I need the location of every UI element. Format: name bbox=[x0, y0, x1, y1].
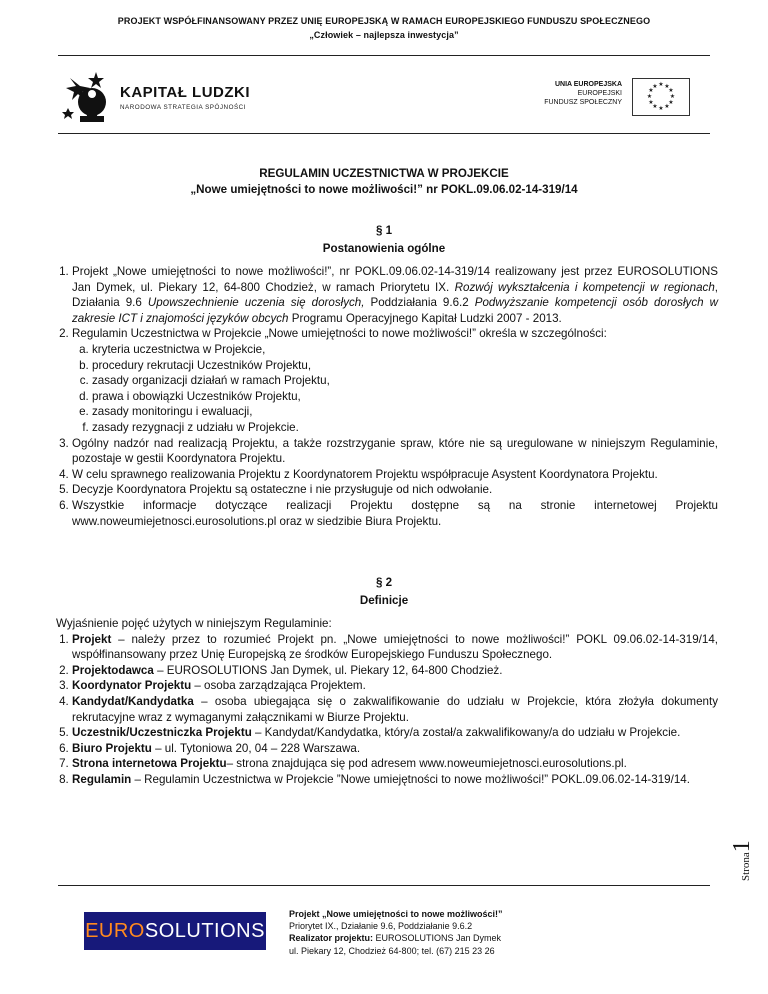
svg-text:★: ★ bbox=[664, 83, 670, 90]
eurosolutions-logo-euro: EURO bbox=[85, 920, 145, 942]
definition-text: – Regulamin Uczestnictwa w Projekcie ”Nowe umiejętności to nowe możliwości!” POKL.09.06.02-14-319/14. bbox=[131, 772, 690, 786]
svg-text:★: ★ bbox=[669, 93, 676, 100]
definition-term: Regulamin bbox=[72, 772, 132, 786]
sublist-item: d. prawa i obowiązki Uczestników Projektu, bbox=[92, 389, 718, 405]
page-label: Strona bbox=[740, 852, 752, 881]
definition-item bbox=[72, 756, 718, 772]
footer-priority: Priorytet IX., Działanie 9.6, Poddziałanie 9.6.2 bbox=[289, 921, 473, 932]
definition-term: Kandydat/Kandydatka bbox=[72, 694, 194, 708]
header-line-2: „Człowiek – najlepsza inwestycja” bbox=[309, 30, 459, 40]
section-1-item-3: 3. Ogólny nadzór nad realizacją Projektu, a także rozstrzyganie spraw, które nie są uregulowane w niniejszym Regulaminie, pozostaje w gestii Koordynatora Projektu. bbox=[72, 436, 718, 467]
section-2-intro: Wyjaśnienie pojęć użytych w niniejszym Regulaminie: bbox=[56, 617, 332, 630]
eu-logo-line-2: EUROPEJSKI bbox=[577, 90, 622, 97]
footer-realizator bbox=[289, 932, 503, 944]
sublist-item: a. kryteria uczestnictwa w Projekcie, bbox=[92, 342, 718, 358]
item-1-text-c: , Działania 9.6 bbox=[72, 280, 719, 310]
definition-term: Koordynator Projektu bbox=[72, 679, 192, 693]
svg-text:★: ★ bbox=[658, 105, 664, 112]
definition-term: Biuro Projektu bbox=[72, 741, 152, 755]
section-1-heading: Postanowienia ogólne bbox=[322, 242, 446, 255]
document-title-line-1: REGULAMIN UCZESTNICTWA W PROJEKCIE bbox=[259, 167, 509, 180]
svg-text:★: ★ bbox=[652, 83, 658, 90]
item-2-text: Regulamin Uczestnictwa w Projekcie „Nowe umiejętności to nowe możliwości!” określa w szczególności: bbox=[72, 327, 607, 341]
sublist-item: f. zasady rezygnacji z udziału w Projekcie. bbox=[92, 420, 718, 436]
svg-text:★: ★ bbox=[658, 81, 664, 88]
section-1-sublist bbox=[72, 342, 718, 436]
section-1-body bbox=[56, 264, 718, 529]
kapital-ludzki-title: KAPITAŁ LUDZKI bbox=[120, 84, 251, 101]
definition-text: – ul. Tytoniowa 20, 04 – 228 Warszawa. bbox=[151, 741, 361, 755]
eu-logo-line-3: FUNDUSZ SPOŁECZNY bbox=[544, 99, 622, 106]
eu-logo-line-1: UNIA EUROPEJSKA bbox=[554, 81, 622, 88]
definition-term: Projekt bbox=[72, 632, 112, 646]
section-1-list bbox=[56, 264, 718, 529]
definition-item bbox=[72, 741, 718, 757]
section-2-number: § 2 bbox=[375, 576, 393, 589]
definition-item bbox=[72, 694, 718, 725]
page-number-marker bbox=[729, 840, 756, 881]
footer-realizator-value: EUROSOLUTIONS Jan Dymek bbox=[373, 933, 502, 944]
definition-item bbox=[72, 678, 718, 694]
footer-realizator-label: Realizator projektu: bbox=[289, 933, 374, 944]
svg-text:★: ★ bbox=[664, 103, 670, 110]
section-1-item-5: 5. Decyzje Koordynatora Projektu są ostateczne i nie przysługuje od nich odwołanie. bbox=[72, 482, 718, 498]
logos-divider bbox=[58, 133, 710, 134]
item-1-priority-name: Rozwój wykształcenia i kompetencji w regionach bbox=[454, 280, 715, 294]
header-line-1: PROJEKT WSPÓŁFINANSOWANY PRZEZ UNIĘ EUROPEJSKĄ W RAMACH EUROPEJSKIEGO FUNDUSZU SPOŁECZNEGO bbox=[117, 16, 651, 26]
item-1-text-a: Projekt „Nowe umiejętności to nowe możliwości!”, nr POKL.09.06.02-14-319/14 realizowany jest przez EUROSOLUTIONS Jan Dymek, ul. Piekary 12, 64-800 Chodzież, w ramach Priorytetu IX. bbox=[72, 265, 718, 294]
kapital-ludzki-logo bbox=[62, 70, 272, 126]
kapital-ludzki-emblem-icon bbox=[62, 70, 116, 126]
footer-divider bbox=[58, 885, 710, 886]
document-title-line-2: „Nowe umiejętności to nowe możliwości!” nr POKL.09.06.02-14-319/14 bbox=[190, 183, 578, 196]
eu-flag bbox=[632, 78, 690, 116]
definition-item bbox=[72, 663, 718, 679]
section-2-heading: Definicje bbox=[359, 594, 409, 607]
definition-text: – osoba ubiegająca się o zakwalifikowanie do udziału w Projekcie, która złożyła dokumenty rekrutacyjne wraz z wymaganymi załącznikami w Biurze Projektu. bbox=[72, 694, 718, 724]
section-1-item-2 bbox=[72, 326, 718, 435]
definition-text: – osoba zarządzająca Projektem. bbox=[191, 679, 366, 693]
section-1-item-1 bbox=[72, 264, 718, 326]
section-1-number: § 1 bbox=[375, 224, 393, 237]
svg-text:★: ★ bbox=[668, 99, 674, 106]
kapital-ludzki-subtitle: NARODOWA STRATEGIA SPÓJNOŚCI bbox=[120, 104, 246, 111]
sublist-item: c. zasady organizacji działań w ramach Projektu, bbox=[92, 373, 718, 389]
eu-logo-text bbox=[544, 80, 622, 107]
definition-term: Projektodawca bbox=[72, 663, 154, 677]
definition-text: – należy przez to rozumieć Projekt pn. „Nowe umiejętności to nowe możliwości!” POKL 09.06.02-14-319/14, współfinansowany przez Unię Europejską ze środków Europejskiego Funduszu Społecznego. bbox=[72, 632, 718, 662]
definition-item bbox=[72, 725, 718, 741]
svg-text:★: ★ bbox=[648, 99, 654, 106]
definitions-list bbox=[56, 632, 718, 788]
item-1-text-e: Poddziałania 9.6.2 bbox=[364, 296, 475, 310]
footer-address: ul. Piekary 12, Chodzież 64-800; tel. (67) 215 23 26 bbox=[289, 945, 495, 956]
sublist-item: e. zasady monitoringu i ewaluacji, bbox=[92, 404, 718, 420]
item-1-text-g: Programu Operacyjnego Kapitał Ludzki 2007 - 2013. bbox=[288, 311, 562, 325]
eurosolutions-logo bbox=[84, 912, 266, 950]
definition-term: Uczestnik/Uczestniczka Projektu bbox=[72, 726, 252, 740]
page-number: 1 bbox=[729, 840, 755, 853]
definition-text: – Kandydat/Kandydatka, który/a został/a zakwalifikowany/a do udziału w Projekcie. bbox=[251, 726, 681, 740]
definition-item bbox=[72, 632, 718, 663]
footer-info bbox=[289, 908, 503, 957]
definition-term: Strona internetowa Projektu bbox=[72, 757, 227, 771]
footer-project-name: Projekt „Nowe umiejętności to nowe możliwości!” bbox=[289, 909, 503, 919]
section-1-item-4: 4. W celu sprawnego realizowania Projektu z Koordynatorem Projektu współpracuje Asystent Koordynatora Projektu. bbox=[72, 467, 718, 483]
svg-text:★: ★ bbox=[652, 103, 658, 110]
sublist-item: b. procedury rekrutacji Uczestników Projektu, bbox=[92, 358, 718, 374]
definition-text: – strona znajdująca się pod adresem www.noweumiejetnosci.eurosolutions.pl. bbox=[226, 757, 627, 771]
section-2-body bbox=[56, 616, 718, 788]
eu-stars-icon bbox=[633, 79, 689, 115]
header-divider bbox=[58, 55, 710, 56]
eurosolutions-logo-solutions: SOLUTIONS bbox=[144, 920, 265, 942]
item-1-subaction-name: Podwyższanie kompetencji osób dorosłych w zakresie ICT i znajomości języków obcych bbox=[72, 296, 718, 325]
definition-text: – EUROSOLUTIONS Jan Dymek, ul. Piekary 12, 64-800 Chodzież. bbox=[153, 663, 503, 677]
section-1-item-6: 6. Wszystkie informacje dotyczące realizacji Projektu dostępne są na stronie internetowej Projektu www.noweumiejetnosci.eurosolutions.pl oraz w siedzibie Biura Projektu. bbox=[72, 498, 718, 529]
item-1-action-name: Upowszechnienie uczenia się dorosłych, bbox=[147, 296, 365, 310]
svg-text:★: ★ bbox=[668, 87, 674, 94]
svg-text:★: ★ bbox=[648, 87, 654, 94]
svg-text:★: ★ bbox=[646, 93, 653, 100]
definition-item bbox=[72, 772, 718, 788]
eu-logo bbox=[520, 78, 690, 118]
